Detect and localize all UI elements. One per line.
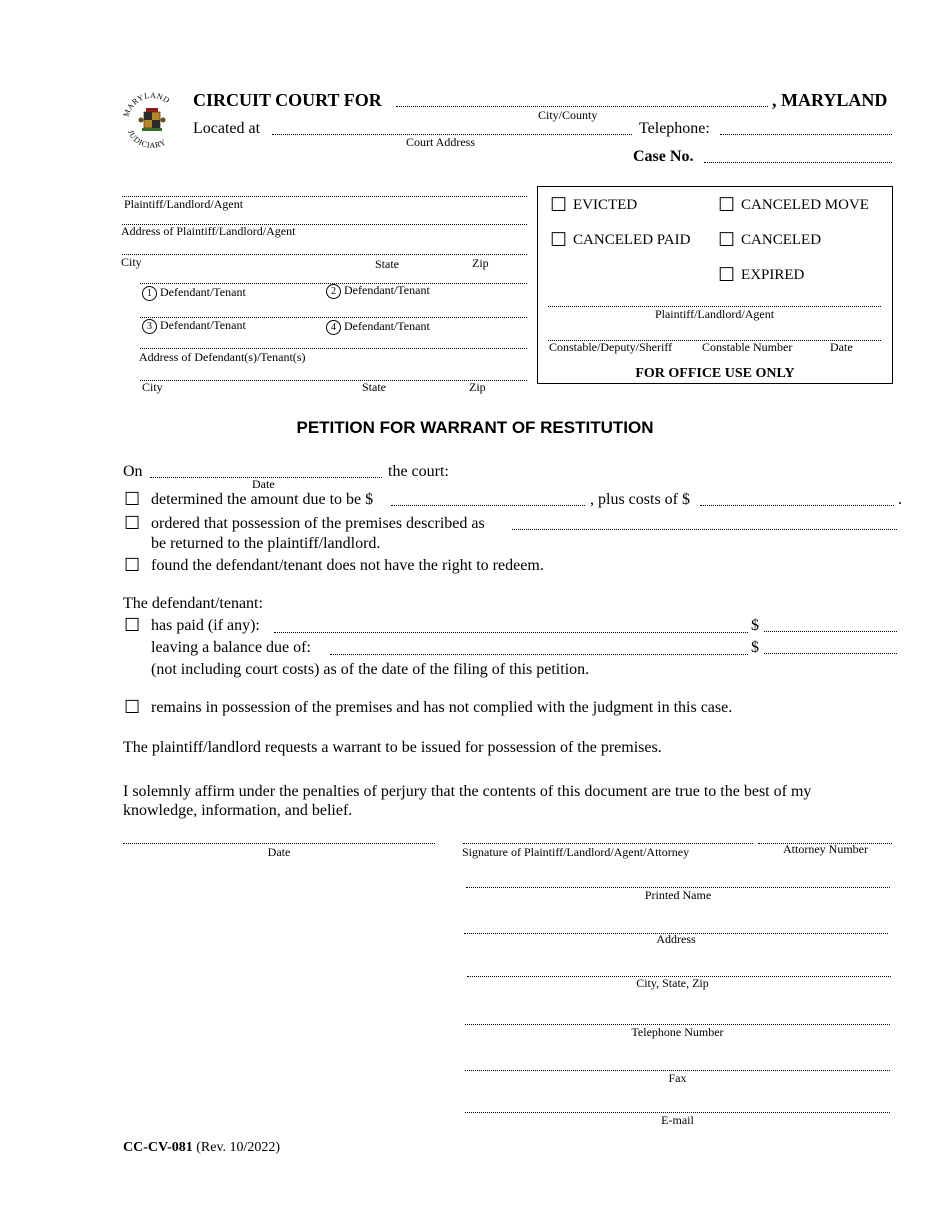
city2-caption: City (142, 380, 163, 394)
city-county-field[interactable] (396, 106, 768, 107)
circled-2-icon: 2 (326, 284, 341, 299)
checkbox-icon[interactable]: ☐ (550, 195, 568, 216)
amount-due-field[interactable] (391, 505, 585, 506)
determined-checkbox[interactable]: ☐ (124, 489, 141, 509)
returned-text: be returned to the plaintiff/landlord. (151, 535, 381, 552)
office-plaintiff-caption: Plaintiff/Landlord/Agent (654, 307, 775, 321)
maryland-judiciary-seal (120, 88, 184, 152)
checkbox-icon[interactable]: ☐ (718, 195, 736, 216)
city-caption: City (121, 255, 142, 269)
the-court-label: the court: (388, 463, 449, 480)
defendant-2-caption: 2 Defendant/Tenant (326, 283, 430, 299)
page-title: PETITION FOR WARRANT OF RESTITUTION (296, 418, 654, 437)
office-use-label: FOR OFFICE USE ONLY (635, 366, 795, 381)
city-state-zip-caption: City, State, Zip (636, 976, 709, 990)
checkbox-icon[interactable]: ☐ (550, 230, 568, 251)
court-for-label: CIRCUIT COURT FOR (193, 90, 382, 110)
evicted-option[interactable]: ☐ EVICTED (550, 195, 638, 216)
found-text: found the defendant/tenant does not have the right to redeem. (151, 557, 544, 574)
telephone-field[interactable] (720, 134, 892, 135)
printed-name-caption: Printed Name (644, 888, 712, 902)
has-paid-checkbox[interactable]: ☐ (124, 615, 141, 635)
fax-caption: Fax (668, 1071, 687, 1085)
circled-4-icon: 4 (326, 320, 341, 335)
circled-1-icon: 1 (142, 286, 157, 301)
state2-caption: State (362, 380, 386, 394)
leaving-text: leaving a balance due of: (151, 639, 311, 656)
svg-text:MARYLAND: MARYLAND (121, 90, 172, 119)
form-revision: (Rev. 10/2022) (196, 1140, 281, 1155)
checkbox-icon[interactable]: ☐ (718, 265, 736, 286)
costs-field[interactable] (700, 505, 894, 506)
attorney-number-caption: Attorney Number (783, 842, 868, 856)
email-caption: E-mail (661, 1113, 694, 1127)
plaintiff-caption: Plaintiff/Landlord/Agent (124, 197, 244, 211)
court-address-caption: Court Address (406, 135, 475, 149)
constable-caption: Constable/Deputy/Sheriff (549, 340, 673, 354)
form-number: CC-CV-081 (123, 1140, 193, 1155)
telephone-number-caption: Telephone Number (631, 1025, 724, 1039)
address-caption: Address (656, 932, 696, 946)
zip-caption: Zip (472, 256, 489, 270)
plaintiff-city-field[interactable] (122, 254, 527, 255)
telephone-label: Telephone: (639, 120, 710, 137)
has-paid-leader (274, 632, 748, 633)
balance-field[interactable] (764, 653, 897, 654)
constable-number-caption: Constable Number (702, 340, 793, 354)
defendant-address-field[interactable] (140, 348, 527, 349)
signature-date-field[interactable] (123, 843, 435, 844)
defendant-3-caption: 3 Defendant/Tenant (142, 318, 246, 334)
checkbox-icon[interactable]: ☐ (718, 230, 736, 251)
affirm-text: I solemnly affirm under the penalties of perjury that the contents of this document are true to the best of my knowledge, information, and belief. (123, 783, 812, 819)
remains-checkbox[interactable]: ☐ (124, 697, 141, 717)
ordered-text: ordered that possession of the premises described as (151, 515, 485, 532)
leaving-dollar: $ (751, 639, 759, 656)
city-county-caption: City/County (538, 108, 598, 122)
determined-text: determined the amount due to be $ (151, 491, 374, 508)
case-no-label: Case No. (633, 148, 694, 165)
signature-date-caption: Date (267, 845, 291, 859)
state-caption: State (375, 257, 399, 271)
date-caption: Date (252, 477, 275, 491)
plus-costs-text: , plus costs of $ (590, 491, 690, 508)
defendant-tenant-label: The defendant/tenant: (123, 595, 263, 612)
leaving-leader (330, 654, 748, 655)
remains-text: remains in possession of the premises and has not complied with the judgment in this case. (151, 699, 733, 716)
requests-text: The plaintiff/landlord requests a warrant to be issued for possession of the premises. (123, 739, 662, 756)
defendant-address-caption: Address of Defendant(s)/Tenant(s) (139, 350, 306, 364)
plaintiff-address-caption: Address of Plaintiff/Landlord/Agent (121, 224, 296, 238)
has-paid-field[interactable] (764, 631, 897, 632)
located-at-label: Located at (193, 120, 261, 137)
period-text: . (898, 491, 902, 508)
signature-caption: Signature of Plaintiff/Landlord/Agent/Attorney (462, 845, 690, 859)
case-no-field[interactable] (704, 162, 892, 163)
maryland-label: , MARYLAND (772, 90, 888, 110)
expired-option[interactable]: ☐ EXPIRED (718, 265, 805, 286)
svg-text:JUDICIARY: JUDICIARY (125, 128, 168, 151)
not-including-text: (not including court costs) as of the date of the filing of this petition. (151, 661, 590, 678)
office-date-caption: Date (830, 340, 853, 354)
defendant-4-caption: 4 Defendant/Tenant (326, 319, 430, 335)
ordered-checkbox[interactable]: ☐ (124, 513, 141, 533)
canceled-option[interactable]: ☐ CANCELED (718, 230, 822, 251)
defendant-1-caption: 1 Defendant/Tenant (142, 285, 246, 301)
canceled-paid-option[interactable]: ☐ CANCELED PAID (550, 230, 691, 251)
premises-field[interactable] (512, 529, 897, 530)
circled-3-icon: 3 (142, 319, 157, 334)
canceled-move-option[interactable]: ☐ CANCELED MOVE (718, 195, 869, 216)
has-paid-dollar: $ (751, 617, 759, 634)
form-footer (123, 1140, 280, 1156)
signature-field[interactable] (463, 843, 753, 844)
on-label: On (123, 463, 143, 480)
has-paid-text: has paid (if any): (151, 617, 260, 634)
zip2-caption: Zip (469, 380, 486, 394)
found-checkbox[interactable]: ☐ (124, 555, 141, 575)
